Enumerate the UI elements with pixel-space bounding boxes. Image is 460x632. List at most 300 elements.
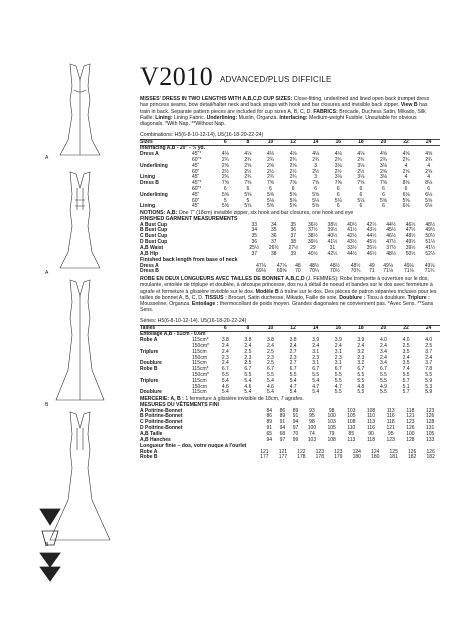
yardage-value: 5.5 — [221, 372, 229, 379]
yardage-value: 3.5 — [402, 348, 410, 355]
yardage-value: 2.4 — [379, 354, 387, 361]
yardage-value: 5.5 — [244, 372, 252, 379]
measure-value: 99 — [292, 436, 299, 443]
measure-value: 45½ — [366, 239, 377, 246]
fabric-width: 115cm — [192, 389, 207, 396]
row-label: D Poitrine-Bonnet — [140, 425, 183, 432]
measure-value: 123 — [386, 436, 395, 443]
size-header: 6 — [214, 139, 237, 146]
measure-value: 118 — [406, 407, 415, 414]
yardage-value: 6.7 — [357, 366, 365, 373]
row-label: A,B Waist — [140, 244, 164, 251]
yardage-value: 3⅛ — [334, 174, 342, 181]
measure-value: 37 — [270, 239, 277, 246]
interfacing-fr-text: thermocollant de poids moyen. Grandes diagonales ne conviennent pas. *Avec Sens. **Sans Sens. — [140, 301, 434, 314]
yardage-value: 4.6 — [244, 383, 252, 390]
measure-value: 97 — [292, 425, 299, 432]
size-header: 22 — [395, 139, 418, 146]
measure-value: 36 — [251, 239, 257, 246]
measure-value: 94 — [279, 425, 286, 432]
yardage-value: 3.8 — [289, 337, 297, 344]
yardage-value: 7.4 — [402, 366, 410, 373]
yardage-value: 4.7 — [312, 383, 320, 390]
view-a-front-sketch — [60, 64, 100, 155]
yardage-value: 2.4 — [402, 354, 410, 361]
sizes-label: Sizes — [140, 139, 192, 146]
yardage-value: 5 — [223, 197, 227, 204]
measure-value: 51½ — [425, 239, 436, 246]
yardage-value: 2.3 — [334, 354, 342, 361]
measure-value: 40½ — [308, 250, 318, 257]
yardage-value: 5.5 — [334, 389, 342, 396]
row-label: Doublure — [140, 360, 162, 367]
measure-value: 126 — [426, 448, 435, 455]
measure-value: 49½ — [405, 239, 416, 246]
size-header: 14 — [304, 139, 327, 146]
measure-value: 178 — [297, 454, 306, 461]
yardage-value: 2.3 — [357, 354, 365, 361]
measure-value: 133 — [425, 436, 435, 443]
yardage-value: 2⅝ — [289, 162, 297, 169]
row-label: Robe B — [140, 366, 158, 373]
title-row — [140, 62, 440, 94]
measure-value: 42½ — [327, 250, 338, 257]
yardage-value: 4⅛ — [312, 151, 320, 158]
yardage-value: 4⅛ — [221, 151, 229, 158]
yardage-value: 3.1 — [334, 348, 342, 355]
measure-value: 95 — [309, 413, 315, 420]
yardage-value: 2.3 — [267, 354, 274, 361]
fabric-width: 60"* — [192, 186, 202, 193]
measure-value: 39½ — [327, 227, 338, 234]
measure-value: 39½ — [308, 239, 318, 246]
yardage-value: 3.1 — [312, 360, 320, 367]
measure-value: 49⅛ — [403, 262, 414, 269]
row-label: A,B Hip — [140, 250, 159, 257]
yardage-value: 6 — [382, 203, 385, 210]
measure-value: 125 — [389, 448, 398, 455]
measure-value: 49⅛ — [383, 262, 394, 269]
finished-length-table-fr — [140, 450, 440, 462]
measure-value: 47½ — [386, 239, 396, 246]
measure-value: 70¾ — [350, 268, 361, 275]
measure-value: 38½ — [308, 233, 318, 240]
yardage-value: 5.4 — [267, 389, 274, 396]
measure-value: 103 — [307, 436, 317, 443]
yardage-value: 6 — [359, 191, 363, 198]
measure-value: 26½ — [268, 244, 279, 251]
yardage-value: 5.5 — [425, 372, 433, 379]
table-row — [140, 455, 440, 461]
measure-value: 79 — [328, 430, 335, 437]
yardage-value: 3.8 — [267, 337, 274, 344]
underlining-fr-label: Triplure : — [407, 294, 430, 301]
interfacing-text: Medium-weight Fusible. Unsuitable for obvious diagonals. *With Nap. **Without Nap. — [140, 114, 417, 128]
measure-value: 116 — [386, 413, 395, 420]
yardage-value: 6 — [404, 186, 408, 193]
measure-value: 69⅛ — [256, 268, 266, 275]
measure-value: 98 — [309, 419, 315, 426]
pattern-info — [140, 62, 440, 461]
yardage-value: 6 — [269, 186, 272, 193]
measure-value: 93 — [309, 407, 315, 414]
yardage-value: 2⅝ — [267, 162, 274, 169]
yardage-value: 5.5 — [289, 372, 297, 379]
measure-value: 48½ — [425, 221, 436, 228]
yardage-value: 5.4 — [312, 389, 320, 396]
size-header: 24 — [417, 139, 440, 146]
measure-value: 47½ — [405, 227, 416, 234]
measure-value: 35 — [270, 227, 277, 234]
measure-value: 25½ — [249, 244, 260, 251]
measure-value: 48½ — [405, 233, 416, 240]
yardage-value: 7⅝ — [379, 180, 387, 187]
measure-value: 179 — [334, 454, 343, 461]
description-fr — [140, 276, 438, 313]
combinations-fr: Séries: H5(6-8-10-12-14), U5(16-18-20-22-24) — [140, 318, 247, 325]
yardage-value: 6 — [359, 203, 363, 210]
yardage-value: 6 — [223, 186, 227, 193]
yardage-value: 4.9 — [379, 383, 387, 390]
measure-value: 108 — [327, 436, 336, 443]
yardage-value: 4⅛ — [357, 151, 365, 158]
fabric-width: 115cm — [192, 348, 207, 355]
yardage-value: 5.7 — [402, 389, 410, 396]
yardage-value: 4.6 — [221, 383, 229, 390]
measure-value: 128 — [406, 436, 415, 443]
yardage-value: 5.5 — [334, 377, 342, 384]
measure-value: 46½ — [405, 221, 416, 228]
figure-label: B — [45, 402, 49, 408]
measure-value: 44½ — [366, 233, 377, 240]
measure-value: 85 — [348, 430, 355, 437]
measure-value: 44½ — [347, 250, 357, 257]
yardage-value: 4⅝ — [425, 151, 433, 158]
measure-value: 33½ — [347, 244, 357, 251]
yardage-value: 4.6 — [267, 383, 274, 390]
description-fr-body: (J. FEMMES): Robe trompette à ouverture sur le dos, moulante, entoilée de tripluре et doublée, à découpe princesse, dos nu à détail de noeud et bandes sur le dos avec fermeture à agrafe et fermeture à glissière invisible sur le dos. — [140, 276, 433, 295]
measure-value: 100 — [307, 425, 317, 432]
measure-value: 41½ — [327, 239, 338, 246]
fabric-width: 115cm — [192, 377, 207, 384]
yardage-value: 5.4 — [221, 377, 229, 384]
yardage-value: 6⅛ — [402, 191, 410, 198]
measure-value: 34 — [251, 227, 257, 234]
measure-value: 103 — [327, 419, 336, 426]
underlining-fr-text: Mousseline, Organza. — [140, 301, 191, 308]
yardage-value: 5.3 — [425, 383, 433, 390]
measure-value: 121 — [406, 413, 415, 420]
measure-value: 100 — [327, 413, 336, 420]
combinations-en: Combinations: H5(6-8-10-12-14), U5(16-18-20-22-24) — [140, 132, 264, 139]
yardage-value: 3⅛ — [379, 174, 387, 181]
technical-drawings — [30, 60, 130, 580]
section-label: Entoilage A,B - 51cm - 0.6m — [140, 331, 206, 338]
measure-value: 69⅝ — [276, 268, 287, 275]
view-a-back-sketch — [60, 172, 100, 268]
measure-value: 71⅛ — [403, 268, 414, 275]
measure-value: 36½ — [308, 221, 318, 228]
finished-title-en: FINISHED GARMENT MEASUREMENTS — [140, 216, 238, 223]
measure-value: 84 — [266, 407, 273, 414]
yardage-value: 5⅝ — [267, 191, 274, 198]
yardage-value: 5.7 — [402, 377, 410, 384]
yardage-value: 4 — [404, 162, 408, 169]
row-label: Underlining — [140, 162, 168, 169]
yardage-value: 5.4 — [289, 377, 297, 384]
measure-value: 48½ — [386, 250, 396, 257]
measure-value: 124 — [371, 448, 380, 455]
row-label: A,B Taille — [140, 430, 163, 437]
underlining-label: Underlining: — [206, 114, 238, 121]
measure-value: 47⅛ — [276, 262, 287, 269]
measure-value: 110 — [347, 425, 356, 432]
yardage-value: 5.5 — [357, 377, 365, 384]
yardage-value: 2.4 — [312, 343, 320, 350]
measure-value: 44½ — [386, 221, 396, 228]
yardage-value: 2.3 — [244, 354, 252, 361]
yardage-value: 2⅝ — [402, 168, 410, 175]
measure-value: 121 — [278, 448, 288, 455]
yardage-value: 4 — [427, 162, 431, 169]
measure-value: 91 — [266, 425, 273, 432]
yardage-table-en — [140, 139, 440, 211]
measure-value: 182 — [407, 454, 417, 461]
measure-value: 178 — [315, 454, 324, 461]
measure-value: 181 — [389, 454, 398, 461]
yardage-value: 2⅝ — [221, 162, 229, 169]
yardage-value: 5⅝ — [244, 191, 252, 198]
yardage-value: 2.4 — [334, 343, 342, 350]
yardage-value: 4 — [404, 174, 408, 181]
yardage-value: 2½ — [221, 168, 229, 175]
yardage-value: 3.4 — [379, 348, 387, 355]
yardage-value: 3.9 — [357, 337, 365, 344]
measure-value: 48 — [295, 262, 301, 269]
yardage-value: 3.5 — [402, 360, 410, 367]
fabric-width: 115cm — [192, 360, 207, 367]
yardage-value: 6.7 — [267, 366, 274, 373]
measure-value: 47⅛ — [256, 262, 266, 269]
yardage-value: 2½ — [334, 168, 342, 175]
description-body: Close-fitting, underlined and lined open back trumpet dress has princess seams, bow detail/halter neck and back straps with hook and bar closures and invisible back zipper. — [140, 96, 430, 109]
yardage-value: 2.3 — [221, 354, 229, 361]
measure-value: 48½ — [309, 262, 320, 269]
lining-fr-text: Tissu à doublure. — [366, 294, 407, 301]
yardage-value: 5⅛ — [334, 197, 342, 204]
measure-value: 126 — [425, 413, 435, 420]
yardage-value: 3.2 — [357, 348, 365, 355]
yardage-value: 7⅝ — [267, 180, 274, 187]
yardage-value: 6.7 — [289, 366, 297, 373]
yardage-value: 5⅝ — [221, 203, 229, 210]
measure-value: 182 — [426, 454, 435, 461]
yardage-value: 2¾ — [312, 157, 320, 164]
view-b-fr-text: à traîne sur le dos. Des pièces de patron séparées incluses pour les tailles de bonnet A, B, C, D. — [140, 288, 437, 301]
measure-value: 100 — [406, 430, 415, 437]
measure-value: 124 — [352, 448, 361, 455]
yardage-value: 4⅛ — [289, 151, 297, 158]
measure-value: 27½ — [288, 244, 299, 251]
row-label: A Bust Cup — [140, 221, 168, 228]
yardage-value: 2.4 — [221, 348, 229, 355]
notions-fr-label: MERCERIE: A, B : — [140, 396, 184, 403]
yardage-value: 7⅝ — [244, 180, 252, 187]
yardage-value: 4.0 — [425, 337, 433, 344]
row-label: Lining — [140, 174, 155, 181]
yardage-value: 4.0 — [402, 337, 410, 344]
fabric-width: 45" — [192, 174, 200, 181]
yardage-value: 2.4 — [289, 343, 297, 350]
figure-label: B — [45, 542, 49, 548]
notions-text: One 7" (18cm) invisible zipper, six hook and bar closures, one hook and eye — [178, 210, 354, 217]
yardage-value: 2.4 — [221, 343, 229, 350]
yardage-value: 2.4 — [244, 343, 252, 350]
measure-value: 70 — [295, 268, 301, 275]
measure-value: 37 — [251, 250, 257, 257]
yardage-value: 4 — [427, 174, 431, 181]
measure-value: 39 — [290, 250, 297, 257]
yardage-value: 3 — [314, 174, 318, 181]
interfacing-label: Interfacing: — [279, 114, 308, 121]
yardage-value: 2¾ — [289, 157, 297, 164]
yardage-value: 7⅝ — [312, 180, 320, 187]
row-label: Dress B — [140, 180, 159, 187]
yardage-value: 4.0 — [379, 337, 387, 344]
measure-value: 36 — [290, 227, 297, 234]
measure-value: 110 — [367, 413, 375, 420]
yardage-value: 2.4 — [221, 360, 229, 367]
measure-value: 98 — [328, 407, 335, 414]
fabric-width: 60"* — [192, 157, 202, 164]
yardage-value: 2¾ — [267, 174, 274, 181]
yardage-value: 3.8 — [221, 337, 229, 344]
yardage-value: 3⅛ — [334, 162, 342, 169]
yardage-value: 3.8 — [244, 337, 252, 344]
measure-value: 50½ — [405, 250, 416, 257]
yardage-value: 8⅛ — [425, 180, 433, 187]
figure-label: A — [45, 270, 49, 276]
measure-value: 121 — [386, 425, 395, 432]
yardage-table-fr — [140, 325, 440, 397]
yardage-value: 2.5 — [267, 348, 274, 355]
row-label: Triplure — [140, 377, 159, 384]
yardage-value: 5.4 — [267, 377, 274, 384]
description-heading: MISSES' DRESS IN TWO LENGTHS WITH A,B,C,D CUP SIZES: — [140, 96, 293, 102]
interfacing-fr-label: Entoilage : — [191, 301, 219, 308]
table-row — [140, 269, 440, 275]
yardage-value: 2¾ — [221, 157, 229, 164]
yardage-value: 6 — [427, 186, 431, 193]
yardage-value: 2.5 — [402, 343, 410, 350]
measure-value: 41½ — [347, 227, 357, 234]
measure-value: 113 — [386, 407, 395, 414]
measure-value: 121 — [260, 448, 269, 455]
yardage-value: 6.7 — [244, 366, 252, 373]
yardage-value: 5⅝ — [402, 197, 410, 204]
measure-value: 90 — [368, 430, 374, 437]
view-b-front-sketch — [56, 280, 104, 400]
yardage-value: 2⅝ — [425, 168, 433, 175]
yardage-value: 2¾ — [244, 174, 252, 181]
measure-value: 116 — [367, 425, 375, 432]
measure-value: 29 — [310, 244, 316, 251]
yardage-value: 4⅝ — [379, 151, 387, 158]
row-label: A Poitrine-Bonnet — [140, 407, 183, 414]
measure-value: 123 — [334, 448, 343, 455]
dress-sketches — [30, 60, 130, 580]
yardage-value: 6.7 — [334, 366, 342, 373]
measure-value: 35½ — [366, 244, 377, 251]
measure-value: 108 — [366, 407, 376, 414]
size-header: 8 — [237, 325, 260, 332]
sizes-label: Tailles — [140, 325, 192, 332]
measure-value: 48½ — [350, 262, 361, 269]
measure-value: 89 — [279, 413, 286, 420]
yardage-value: 3.4 — [379, 360, 387, 367]
view-b-label: View B — [400, 102, 418, 109]
fabric-width: 45" — [192, 191, 200, 198]
yardage-value: 3⅛ — [357, 162, 365, 169]
measure-value: 50½ — [425, 233, 436, 240]
measure-value: 123 — [315, 448, 324, 455]
yardage-value: 2½ — [357, 168, 365, 175]
yardage-value: 2.7 — [289, 360, 297, 367]
size-header: 14 — [304, 325, 327, 332]
notions-fr-text: 1 fermeture à glissière invisible de 18cm, 7 agrafes. — [185, 396, 304, 403]
yardage-value: 5⅝ — [379, 197, 387, 204]
size-header: 8 — [237, 139, 260, 146]
row-label: Dress A — [140, 151, 159, 158]
size-header: 20 — [372, 325, 395, 332]
row-label: D Bust Cup — [140, 239, 168, 246]
fabrics-label: FABRICS: — [313, 108, 338, 115]
yardage-value: 6 — [291, 186, 295, 193]
measure-value: 131 — [425, 425, 435, 432]
yardage-value: 5.5 — [402, 372, 410, 379]
fabric-width: 45"* — [192, 180, 202, 187]
measure-value: 68 — [279, 430, 286, 437]
row-label: Robe B — [140, 454, 158, 461]
yardage-value: 5.5 — [379, 377, 387, 384]
measure-value: 91 — [292, 413, 299, 420]
measure-value: 122 — [297, 448, 306, 455]
measure-value: 31 — [329, 244, 336, 251]
size-header: 22 — [395, 325, 418, 332]
yardage-value: 6.7 — [379, 366, 387, 373]
measure-value: 37½ — [386, 244, 396, 251]
size-header: 12 — [282, 325, 305, 332]
yardage-value: 5.4 — [244, 377, 252, 384]
yardage-value: 3.1 — [312, 348, 320, 355]
yardage-value: 5⅝ — [289, 203, 297, 210]
yardage-value: 6 — [382, 191, 385, 198]
yardage-value: 5.4 — [244, 389, 252, 396]
row-label: C Bust Cup — [140, 233, 168, 240]
yardage-value: 2¾ — [221, 174, 229, 181]
lining-text: Lining Fabric. — [174, 114, 206, 121]
yardage-value: 6 — [336, 186, 340, 193]
measure-value: 177 — [278, 454, 288, 461]
measure-value: 94 — [292, 419, 299, 426]
size-header: 10 — [259, 139, 282, 146]
yardage-value: 2.7 — [289, 348, 297, 355]
yardage-value: 2.5 — [425, 343, 433, 350]
yardage-value: 5⅛ — [312, 197, 320, 204]
measure-value: 86 — [266, 413, 273, 420]
yardage-value: 6⅛ — [425, 203, 433, 210]
fabric-width: 60" — [192, 197, 200, 204]
